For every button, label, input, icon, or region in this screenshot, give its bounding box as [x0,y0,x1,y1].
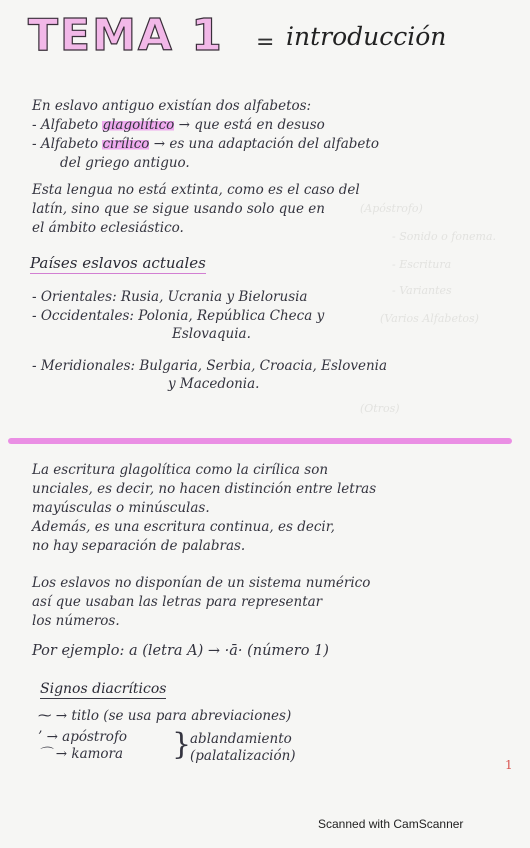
escritura-line-1: La escritura glagolítica como la cirílica son [32,462,329,478]
paises-meridionales-2: y Macedonia. [168,376,260,392]
escritura-line-5: no hay separación de palabras. [32,538,246,554]
page-title [28,10,518,70]
signo-kamora: ⌒ → kamora [38,746,124,762]
pink-divider [8,438,512,444]
title-tema: TEMA 1 [28,10,224,61]
numeros-line-1: Los eslavos no disponían de un sistema numérico [32,575,371,591]
paises-occidentales-1: - Occidentales: Polonia, República Checa y [32,308,325,324]
signo-ablandamiento-2: (palatalización) [190,748,296,764]
intro-line-3-prefix: - Alfabeto [32,136,103,152]
intro-line-3-suffix: → es una adaptación del alfabeto [149,136,379,152]
intro-line-2-suffix: → que está en desuso [174,117,325,133]
section-heading-signos: Signos diacríticos [40,681,167,697]
signos-brace: } [172,727,192,762]
intro-line-1: En eslavo antiguo existían dos alfabetos: [32,98,312,114]
ghost-text: - Variantes [392,284,452,297]
highlight-glagolitico: glagolítico [102,117,175,133]
ejemplo-line: Por ejemplo: a (letra A) → ·ā· (número 1) [32,643,329,659]
numeros-line-2: así que usaban las letras para representar [32,594,323,610]
lengua-line-1: Esta lengua no está extinta, como es el caso del [32,182,360,198]
paises-occidentales-2: Eslovaquia. [172,326,251,342]
intro-line-2-prefix: - Alfabeto [32,117,103,133]
lengua-line-3: el ámbito eclesiástico. [32,220,184,236]
paises-meridionales-1: - Meridionales: Bulgaria, Serbia, Croacia, Eslovenia [32,358,388,374]
highlight-cirilico: cirílico [102,136,150,152]
intro-line-2 [32,117,325,133]
ghost-text: (Apóstrofo) [360,202,423,215]
intro-line-3 [32,136,379,152]
title-separator: = [256,30,275,55]
section-heading-paises: Países eslavos actuales [30,254,206,272]
lengua-line-2: latín, sino que se sigue usando solo que en [32,201,325,217]
escritura-line-2: unciales, es decir, no hacen distinción entre letras [32,481,377,497]
signo-titlo: ⁓ → titlo (se usa para abreviaciones) [38,708,292,724]
signo-ablandamiento-1: ablandamiento [190,731,292,747]
escritura-line-4: Además, es una escritura continua, es decir, [32,519,335,535]
camscanner-footer: Scanned with CamScanner [318,817,464,831]
ghost-text: - Sonido o fonema. [392,230,497,243]
escritura-line-3: mayúsculas o minúsculas. [32,500,210,516]
intro-line-4: del griego antiguo. [60,155,190,171]
title-subtitle: introducción [286,22,447,51]
signo-apostrofo: ’ → apóstrofo [38,729,128,745]
numeros-line-3: los números. [32,613,120,629]
ghost-text: - Escritura [392,258,452,271]
ghost-text: (Varios Alfabetos) [380,312,479,325]
ghost-text: (Otros) [360,402,400,415]
paises-orientales: - Orientales: Rusia, Ucrania y Bielorusia [32,289,308,305]
page-number-mark: 1 [505,758,513,772]
